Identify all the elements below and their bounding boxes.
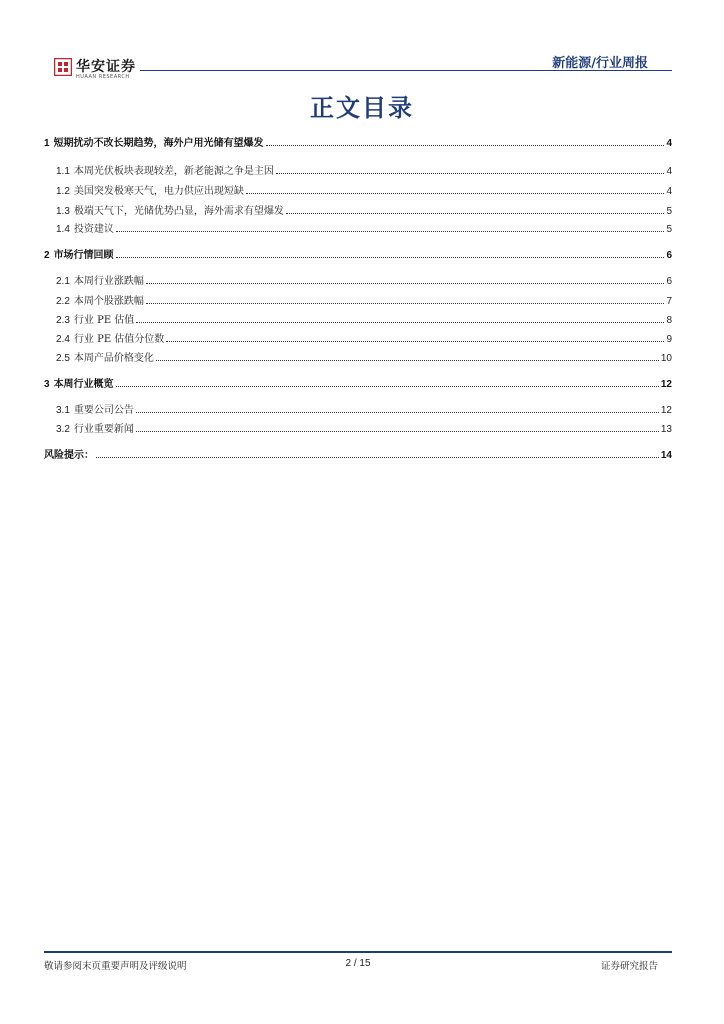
toc-leader xyxy=(166,341,664,342)
toc-leader xyxy=(276,173,665,174)
toc-leader xyxy=(116,386,659,387)
toc-number: 3.1 xyxy=(56,405,70,416)
toc-entry[interactable] xyxy=(44,446,672,461)
disclaimer-note: 敬请参阅末页重要声明及评级说明 xyxy=(44,961,187,972)
toc-leader xyxy=(136,431,659,432)
toc-page: 4 xyxy=(666,186,672,197)
toc-number: 2 xyxy=(44,250,50,261)
toc-label: 美国突发极寒天气，电力供应出现短缺 xyxy=(73,186,244,197)
toc-entry[interactable] xyxy=(44,292,672,307)
toc-entry[interactable] xyxy=(44,311,672,326)
toc-number: 2.5 xyxy=(56,353,70,364)
toc-label: 市场行情回顾 xyxy=(53,250,114,261)
toc-entry[interactable] xyxy=(44,349,672,364)
toc-entry[interactable] xyxy=(44,220,672,235)
toc-leader xyxy=(156,360,659,361)
page-header xyxy=(44,50,672,86)
toc-number: 2.3 xyxy=(56,315,70,326)
toc-title: 正文目录 xyxy=(310,93,414,122)
toc-entry[interactable] xyxy=(44,162,672,177)
toc-number: 2.1 xyxy=(56,276,70,287)
toc-label: 本周光伏板块表现较差，新老能源之争是主因 xyxy=(73,166,274,177)
toc-label: 投资建议 xyxy=(73,224,114,235)
toc-page: 9 xyxy=(666,334,672,345)
toc-label: 本周个股涨跌幅 xyxy=(73,296,144,307)
toc-label: 本周产品价格变化 xyxy=(73,353,154,364)
toc-page: 6 xyxy=(666,250,672,261)
toc-number: 3 xyxy=(44,379,50,390)
toc-leader xyxy=(246,193,665,194)
toc-number: 2.4 xyxy=(56,334,70,345)
toc-number: 1.1 xyxy=(56,166,70,177)
logo-text: 华安证券 xyxy=(76,59,136,75)
toc-number: 1 xyxy=(44,138,50,149)
toc-page: 5 xyxy=(666,206,672,217)
toc-entry[interactable] xyxy=(44,134,672,149)
toc-page: 8 xyxy=(666,315,672,326)
toc-entry[interactable] xyxy=(44,272,672,287)
toc-page: 14 xyxy=(660,450,672,461)
report-type: 新能源/行业周报 xyxy=(552,56,648,71)
toc-page: 10 xyxy=(660,353,672,364)
report-label: 证券研究报告 xyxy=(600,961,658,972)
toc-page: 7 xyxy=(666,296,672,307)
toc-entry[interactable] xyxy=(44,375,672,390)
toc-number: 1.2 xyxy=(56,186,70,197)
toc-label: 短期扰动不改长期趋势，海外户用光储有望爆发 xyxy=(53,138,264,149)
toc-label: 重要公司公告 xyxy=(73,405,134,416)
toc-label: 本周行业概览 xyxy=(53,379,114,390)
toc-leader xyxy=(96,457,659,458)
toc-page: 5 xyxy=(666,224,672,235)
footer-divider xyxy=(44,951,672,953)
toc-number: 1.3 xyxy=(56,206,70,217)
toc-leader xyxy=(136,322,664,323)
toc-number: 1.4 xyxy=(56,224,70,235)
logo-subtitle: HUAAN RESEARCH xyxy=(76,74,130,80)
toc-leader xyxy=(146,303,665,304)
toc-number: 3.2 xyxy=(56,424,70,435)
toc-page: 12 xyxy=(660,405,672,416)
toc-page: 6 xyxy=(666,276,672,287)
toc-page: 12 xyxy=(660,379,672,390)
toc-leader xyxy=(266,145,665,146)
toc-entry[interactable] xyxy=(44,246,672,261)
toc-label: 行业重要新闻 xyxy=(73,424,134,435)
toc-leader xyxy=(146,283,665,284)
toc-label: 风险提示： xyxy=(44,450,94,461)
toc-entry[interactable] xyxy=(44,330,672,345)
toc-leader xyxy=(116,257,665,258)
company-logo xyxy=(54,56,174,86)
toc-page: 13 xyxy=(660,424,672,435)
toc-number: 2.2 xyxy=(56,296,70,307)
toc-label: 本周行业涨跌幅 xyxy=(73,276,144,287)
toc-label: 行业 PE 估值 xyxy=(73,315,135,326)
toc-entry[interactable] xyxy=(44,182,672,197)
toc-entry[interactable] xyxy=(44,420,672,435)
toc-leader xyxy=(136,412,659,413)
toc-leader xyxy=(116,231,665,232)
toc-page: 4 xyxy=(666,166,672,177)
toc-page: 4 xyxy=(666,138,672,149)
toc-label: 行业 PE 估值分位数 xyxy=(73,334,165,345)
logo-mark-icon xyxy=(54,58,72,76)
toc-label: 极端天气下，光储优势凸显，海外需求有望爆发 xyxy=(73,206,284,217)
toc-leader xyxy=(286,213,665,214)
page-footer xyxy=(44,958,672,974)
page-number: 2 / 15 xyxy=(345,958,371,969)
toc-entry[interactable] xyxy=(44,401,672,416)
toc-entry[interactable] xyxy=(44,202,672,217)
